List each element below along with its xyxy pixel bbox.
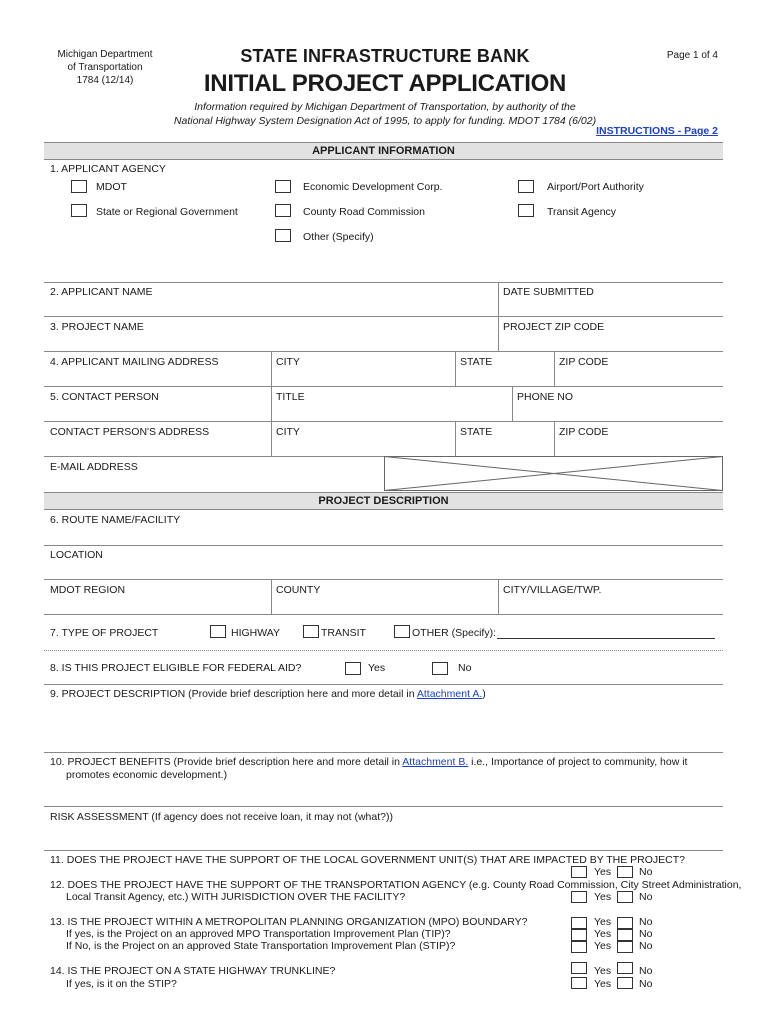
rule (44, 806, 723, 807)
highway-checkbox[interactable] (210, 625, 226, 638)
instructions-link[interactable]: INSTRUCTIONS - Page 2 (596, 125, 718, 137)
applicant-agency-label: 1. APPLICANT AGENCY (50, 163, 166, 175)
q12-label: 12. DOES THE PROJECT HAVE THE SUPPORT OF THE TRANSPORTATION AGENCY (e.g. County Road Commission, City Street Administration, (50, 879, 742, 891)
other-agency-label: Other (Specify) (303, 231, 374, 243)
rule (44, 316, 723, 317)
divider (498, 579, 499, 614)
rule (44, 386, 723, 387)
state-regional-label: State or Regional Government (96, 206, 238, 218)
q11-yes-checkbox[interactable] (571, 866, 587, 878)
authority-line2: National Highway System Designation Act of 1995, to apply for funding. MDOT 1784 (6/02) (173, 115, 597, 127)
q14-label: 14. IS THE PROJECT ON A STATE HIGHWAY TRUNKLINE? (50, 965, 336, 977)
q12-yes-label: Yes (594, 891, 612, 903)
rule (44, 614, 723, 615)
other-type-label: OTHER (Specify): (412, 627, 497, 639)
desc-close: ) (482, 688, 486, 700)
divider (455, 421, 456, 456)
q13-yes-checkbox[interactable] (571, 917, 587, 929)
mdot-label: MDOT (96, 181, 127, 193)
dept-line2: of Transportation (67, 62, 143, 73)
transit-agency-checkbox[interactable] (518, 204, 534, 217)
divider (554, 351, 555, 386)
q13a-label: If yes, is the Project on an approved MPO Transportation Improvement Plan (TIP)? (66, 928, 451, 940)
divider (512, 386, 513, 421)
county-label: COUNTY (276, 584, 321, 596)
econ-dev-label: Economic Development Corp. (303, 181, 443, 193)
transit-agency-label: Transit Agency (547, 206, 617, 218)
benefits-text: 10. PROJECT BENEFITS (Provide brief description here and more detail in (50, 756, 403, 768)
federal-aid-label: 8. IS THIS PROJECT ELIGIBLE FOR FEDERAL AID? (50, 662, 302, 674)
dept-line1: Michigan Department (57, 49, 153, 60)
q14-no-label: No (639, 965, 653, 977)
form-title-application: INITIAL PROJECT APPLICATION (203, 70, 567, 97)
federal-aid-no-label: No (458, 662, 472, 674)
contact-address-label: CONTACT PERSON'S ADDRESS (50, 426, 210, 438)
divider (271, 579, 272, 614)
rule (44, 579, 723, 580)
county-road-checkbox[interactable] (275, 204, 291, 217)
other-type-specify-field[interactable] (497, 638, 715, 639)
city-village-label: CITY/VILLAGE/TWP. (503, 584, 602, 596)
q13-no-label: No (639, 916, 653, 928)
date-submitted-label: DATE SUBMITTED (503, 286, 594, 298)
federal-aid-yes-checkbox[interactable] (345, 662, 361, 675)
q14a-label: If yes, is it on the STIP? (66, 978, 177, 990)
rule (44, 752, 723, 753)
q13b-yes-label: Yes (594, 940, 612, 952)
applicant-name-label: 2. APPLICANT NAME (50, 286, 153, 298)
project-description-label (50, 688, 486, 700)
route-label: 6. ROUTE NAME/FACILITY (50, 514, 181, 526)
transit-label: TRANSIT (321, 627, 366, 639)
project-benefits-label (50, 756, 687, 768)
q12-line2: Local Transit Agency, etc.) WITH JURISDICTION OVER THE FACILITY? (66, 891, 406, 903)
federal-aid-no-checkbox[interactable] (432, 662, 448, 675)
mailing-state-label: STATE (460, 356, 493, 368)
contact-city-label: CITY (276, 426, 300, 438)
q14-no-checkbox[interactable] (617, 962, 633, 974)
q12-no-checkbox[interactable] (617, 891, 633, 903)
authority-line1: Information required by Michigan Department of Transportation, by authority of the (194, 101, 576, 113)
rule (44, 850, 723, 851)
county-road-label: County Road Commission (303, 206, 425, 218)
airport-label: Airport/Port Authority (547, 181, 644, 193)
q14-yes-label: Yes (594, 965, 612, 977)
q14-yes-checkbox[interactable] (571, 962, 587, 974)
mailing-zip-label: ZIP CODE (559, 356, 609, 368)
airport-checkbox[interactable] (518, 180, 534, 193)
state-regional-checkbox[interactable] (71, 204, 87, 217)
q13b-label: If No, is the Project on an approved State Transportation Improvement Plan (STIP)? (66, 940, 456, 952)
benefits-text-post: i.e., Importance of project to community, how it (468, 756, 688, 768)
mdot-checkbox[interactable] (71, 180, 87, 193)
crossed-out-box (384, 456, 724, 492)
q14a-yes-label: Yes (594, 978, 612, 990)
q13-no-checkbox[interactable] (617, 917, 633, 929)
contact-title-label: TITLE (276, 391, 305, 403)
q13-label: 13. IS THE PROJECT WITHIN A METROPOLITAN PLANNING ORGANIZATION (MPO) BOUNDARY? (50, 916, 528, 928)
project-zip-label: PROJECT ZIP CODE (503, 321, 605, 333)
project-desc-header: PROJECT DESCRIPTION (44, 492, 723, 510)
mailing-address-label: 4. APPLICANT MAILING ADDRESS (50, 356, 219, 368)
rule (44, 650, 723, 651)
q13a-no-checkbox[interactable] (617, 929, 633, 941)
q14a-no-label: No (639, 978, 653, 990)
rule (44, 684, 723, 685)
q14a-no-checkbox[interactable] (617, 977, 633, 989)
risk-assessment-label: RISK ASSESSMENT (If agency does not receive loan, it may not (what?)) (50, 811, 393, 823)
rule (44, 351, 723, 352)
email-label: E-MAIL ADDRESS (50, 461, 138, 473)
benefits-line2: promotes economic development.) (66, 769, 228, 781)
other-agency-checkbox[interactable] (275, 229, 291, 242)
attachment-a-link[interactable]: Attachment A. (416, 688, 483, 700)
project-type-label: 7. TYPE OF PROJECT (50, 627, 159, 639)
q11-yes-label: Yes (594, 866, 612, 878)
desc-text: 9. PROJECT DESCRIPTION (Provide brief description here and more detail in (50, 688, 417, 700)
federal-aid-yes-label: Yes (368, 662, 386, 674)
project-name-label: 3. PROJECT NAME (50, 321, 144, 333)
q13a-yes-label: Yes (594, 928, 612, 940)
divider (271, 386, 272, 421)
mdot-region-label: MDOT REGION (50, 584, 126, 596)
contact-person-label: 5. CONTACT PERSON (50, 391, 159, 403)
divider (498, 282, 499, 351)
q13b-no-checkbox[interactable] (617, 941, 633, 953)
other-type-checkbox[interactable] (394, 625, 410, 638)
form-number: 1784 (12/14) (76, 75, 134, 86)
q13a-no-label: No (639, 928, 653, 940)
contact-zip-label: ZIP CODE (559, 426, 609, 438)
divider (271, 421, 272, 456)
q11-no-label: No (639, 866, 653, 878)
divider (455, 351, 456, 386)
rule (44, 282, 723, 283)
highway-label: HIGHWAY (231, 627, 280, 639)
attachment-b-link[interactable]: Attachment B. (402, 756, 469, 768)
authority-statement (0, 100, 770, 128)
q13-yes-label: Yes (594, 916, 612, 928)
transit-checkbox[interactable] (303, 625, 319, 638)
q13b-no-label: No (639, 940, 653, 952)
rule (44, 421, 723, 422)
q12-no-label: No (639, 891, 653, 903)
applicant-info-header: APPLICANT INFORMATION (44, 142, 723, 160)
divider (271, 351, 272, 386)
q11-no-checkbox[interactable] (617, 866, 633, 878)
divider (554, 421, 555, 456)
q12-yes-checkbox[interactable] (571, 891, 587, 903)
page-number: Page 1 of 4 (666, 50, 718, 61)
q13b-yes-checkbox[interactable] (571, 941, 587, 953)
econ-dev-checkbox[interactable] (275, 180, 291, 193)
form-title-bank: STATE INFRASTRUCTURE BANK (240, 46, 530, 66)
contact-state-label: STATE (460, 426, 493, 438)
rule (44, 545, 723, 546)
q14a-yes-checkbox[interactable] (571, 977, 587, 989)
q11-label: 11. DOES THE PROJECT HAVE THE SUPPORT OF THE LOCAL GOVERNMENT UNIT(S) THAT ARE IMPACTED BY THE PROJECT? (50, 854, 685, 866)
phone-label: PHONE NO (517, 391, 574, 403)
location-label: LOCATION (50, 549, 103, 561)
q13a-yes-checkbox[interactable] (571, 929, 587, 941)
mailing-city-label: CITY (276, 356, 300, 368)
